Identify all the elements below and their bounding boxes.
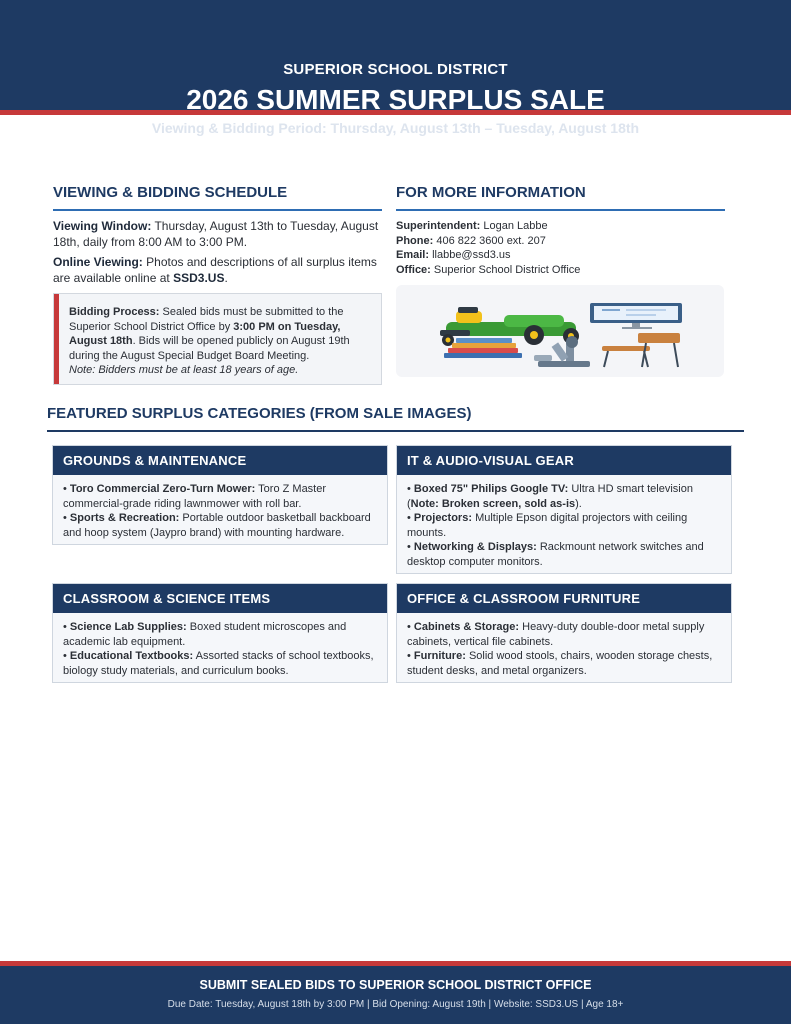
category-body xyxy=(63,620,379,678)
category-body xyxy=(407,482,723,569)
online-viewing-text: Photos and descriptions of all surplus items are available online at xyxy=(53,255,377,285)
office-label: Office: xyxy=(396,263,431,276)
item-label: Toro Commercial Zero-Turn Mower: xyxy=(69,483,256,495)
online-viewing-end: . xyxy=(224,271,228,285)
item-label: Networking & Displays: xyxy=(413,541,537,553)
item-text: Solid wood stools, chairs, wooden storage chests, student desks, and metal organizers. xyxy=(407,650,713,677)
item-label: Boxed 75" Philips Google TV: xyxy=(413,483,569,495)
microscope-icon xyxy=(534,336,590,367)
featured-rule xyxy=(47,430,744,432)
item-label: Educational Textbooks: xyxy=(69,650,194,662)
list-item: • Sports & Recreation: Portable outdoor basketball backboard and hoop system (Jaypro brand) with mounting hardware. xyxy=(63,512,371,539)
email-label: Email: xyxy=(396,249,430,261)
item-text: Assorted stacks of school textbooks, biology study materials, and curriculum books. xyxy=(63,650,374,677)
category-card-furniture xyxy=(396,583,732,683)
district-name: SUPERIOR SCHOOL DISTRICT xyxy=(283,61,508,78)
contact-details xyxy=(396,219,580,277)
online-viewing xyxy=(53,254,383,286)
superintendent-name: Logan Labbe xyxy=(483,220,548,232)
category-title: IT & AUDIO-VISUAL GEAR xyxy=(397,446,731,475)
item-text: Multiple Epson digital projectors with ceiling mounts. xyxy=(407,512,688,539)
list-item: • Furniture: Solid wood stools, chairs, wooden storage chests, student desks, and metal organizers. xyxy=(407,650,713,677)
schedule-heading: VIEWING & BIDDING SCHEDULE xyxy=(53,184,288,201)
item-label: Sports & Recreation: xyxy=(69,512,180,524)
item-label: Furniture: xyxy=(413,650,466,662)
list-item: • Projectors: Multiple Epson digital projectors with ceiling mounts. xyxy=(407,512,688,539)
callout-accent-bar xyxy=(54,294,59,384)
category-body xyxy=(407,620,723,678)
phone-label: Phone: xyxy=(396,234,434,247)
category-title: GROUNDS & MAINTENANCE xyxy=(53,446,387,475)
bidding-text-1: Sealed bids must be submitted to the Superior School District Office by xyxy=(69,306,344,333)
list-item: • Toro Commercial Zero-Turn Mower: Toro Z Master commercial-grade riding lawnmower with roll bar. xyxy=(63,483,327,510)
category-card-grounds xyxy=(52,445,388,545)
category-title: CLASSROOM & SCIENCE ITEMS xyxy=(53,584,387,613)
email-address: llabbe@ssd3.us xyxy=(432,249,511,261)
item-text: Boxed student microscopes and academic lab equipment. xyxy=(63,621,347,648)
bidding-process xyxy=(69,305,359,378)
category-card-classroom-science xyxy=(52,583,388,683)
viewing-window xyxy=(53,218,383,250)
email-line xyxy=(396,248,580,263)
item-text: Toro Z Master commercial-grade riding lawnmower with roll bar. xyxy=(63,483,327,510)
footer-title: SUBMIT SEALED BIDS TO SUPERIOR SCHOOL DISTRICT OFFICE xyxy=(199,978,592,992)
item-label: Science Lab Supplies: xyxy=(69,621,187,633)
item-label: Projectors: xyxy=(413,512,472,524)
bidding-deadline: 3:00 PM on Tuesday, August 18th xyxy=(69,320,341,347)
superintendent-label: Superintendent: xyxy=(396,220,481,232)
phone-line xyxy=(396,234,580,249)
featured-heading: FEATURED SURPLUS CATEGORIES (FROM SALE IMAGES) xyxy=(47,405,472,422)
surplus-items-icon xyxy=(396,285,724,377)
list-item: • Cabinets & Storage: Heavy-duty double-door metal supply cabinets, vertical file cabinets. xyxy=(407,621,705,648)
item-text: Heavy-duty double-door metal supply cabinets, vertical file cabinets. xyxy=(407,621,705,648)
footer-details: Due Date: Tuesday, August 18th by 3:00 PM | Bid Opening: August 19th | Website: SSD3.US | Age 18+ xyxy=(167,999,624,1010)
surplus-illustration xyxy=(396,285,724,377)
footer-banner xyxy=(0,966,791,1024)
list-item: • Science Lab Supplies: Boxed student microscopes and academic lab equipment. xyxy=(63,621,347,648)
schedule-rule xyxy=(53,209,382,211)
phone-number: 406 822 3600 ext. 207 xyxy=(436,234,546,247)
item-label: Cabinets & Storage: xyxy=(413,621,520,633)
viewing-window-label: Viewing Window: xyxy=(53,219,152,233)
bidding-text-2: . Bids will be opened publicly on August 19th during the August Special Budget Board Meeting. xyxy=(69,335,350,362)
list-item: • Networking & Displays: Rackmount network switches and desktop computer monitors. xyxy=(407,541,704,568)
item-text: Ultra HD smart television ( xyxy=(407,483,693,510)
bidding-period: Viewing & Bidding Period: Thursday, August 13th – Tuesday, August 18th xyxy=(151,120,640,136)
item-text: Rackmount network switches and desktop computer monitors. xyxy=(407,541,704,568)
list-item: • Boxed 75" Philips Google TV: Ultra HD smart television (Note: Broken screen, sold as-is). xyxy=(407,483,693,510)
info-rule xyxy=(396,209,725,211)
bidding-label: Bidding Process: xyxy=(69,306,160,318)
category-body xyxy=(63,482,379,540)
office-line xyxy=(396,263,580,278)
superintendent-line xyxy=(396,219,580,234)
computer-monitor-icon xyxy=(590,303,682,329)
sale-title: 2026 SUMMER SURPLUS SALE xyxy=(186,84,605,115)
desk-icon xyxy=(602,333,680,367)
online-viewing-label: Online Viewing: xyxy=(53,255,143,269)
category-title: OFFICE & CLASSROOM FURNITURE xyxy=(397,584,731,613)
item-end: ). xyxy=(575,497,582,510)
category-card-it-av xyxy=(396,445,732,574)
office-name: Superior School District Office xyxy=(433,263,581,276)
online-viewing-site: SSD3.US xyxy=(173,271,225,285)
list-item: • Educational Textbooks: Assorted stacks of school textbooks, biology study materials, and curriculum books. xyxy=(63,650,374,677)
item-note: Note: Broken screen, sold as-is xyxy=(410,497,576,510)
item-text: Portable outdoor basketball backboard and hoop system (Jaypro brand) with mounting hardware. xyxy=(63,512,371,539)
viewing-window-text: Thursday, August 13th to Tuesday, August 18th, daily from 8:00 AM to 3:00 PM. xyxy=(53,219,379,249)
bidding-age-note: Note: Bidders must be at least 18 years of age. xyxy=(69,364,299,376)
info-heading: FOR MORE INFORMATION xyxy=(396,184,586,201)
bidding-callout xyxy=(53,293,382,385)
textbook-stack-icon xyxy=(444,338,522,358)
